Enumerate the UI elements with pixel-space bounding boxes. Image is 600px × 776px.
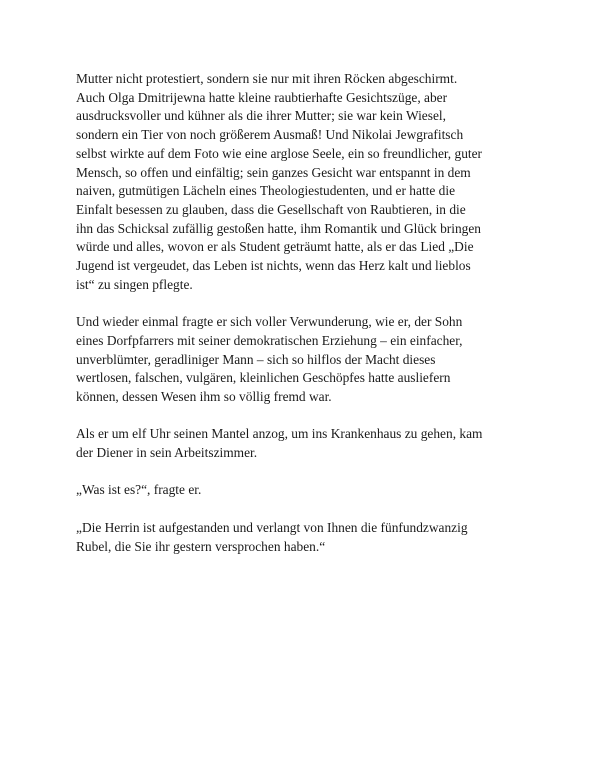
text-line: ihn das Schicksal zufällig gestoßen hatte, ihm Romantik und Glück bringen [76, 220, 481, 236]
paragraph-2 [76, 313, 536, 407]
paragraph-5 [76, 519, 536, 556]
text-line: Mensch, so offen und einfältig; sein ganzes Gesicht war entspannt in dem [76, 164, 471, 180]
text-line: wertlosen, falschen, vulgären, kleinlichen Geschöpfes hatte ausliefern [76, 370, 451, 386]
text-line: würde und alles, wovon er als Student geträumt hatte, als er das Lied „Die [76, 239, 474, 255]
text-line: können, dessen Wesen ihm so völlig fremd war. [76, 388, 332, 404]
text-line: Einfalt besessen zu glauben, dass die Gesellschaft von Raubtieren, in die [76, 201, 466, 217]
paragraph-1 [76, 70, 536, 294]
text-line: Mutter nicht protestiert, sondern sie nur mit ihren Röcken abgeschirmt. [76, 71, 458, 86]
text-line: unverblümter, geradliniger Mann – sich so hilflos der Macht dieses [76, 351, 436, 367]
paragraph-3 [76, 425, 536, 462]
paragraph-4 [76, 481, 536, 500]
text-line: „Die Herrin ist aufgestanden und verlangt von Ihnen die fünfundzwanzig [76, 519, 468, 535]
text-line: „Was ist es?“, fragte er. [76, 482, 202, 498]
text-line: Auch Olga Dmitrijewna hatte kleine raubtierhafte Gesichtszüge, aber [76, 89, 448, 105]
body-text [76, 70, 536, 575]
text-line: eines Dorfpfarrers mit seiner demokratischen Erziehung – ein einfacher, [76, 332, 463, 348]
text-line: Jugend ist vergeudet, das Leben ist nichts, wenn das Herz kalt und lieblos [76, 258, 471, 274]
text-line: Rubel, die Sie ihr gestern versprochen haben.“ [76, 538, 326, 554]
text-line: Und wieder einmal fragte er sich voller Verwunderung, wie er, der Sohn [76, 314, 463, 330]
text-line: naiven, gutmütigen Lächeln eines Theologiestudenten, und er hatte die [76, 183, 456, 199]
text-line: der Diener in sein Arbeitszimmer. [76, 445, 258, 461]
text-line: sondern ein Tier von noch größerem Ausmaß! Und Nikolai Jewgrafitsch [76, 127, 464, 143]
text-line: ist“ zu singen pflegte. [76, 276, 193, 292]
text-line: selbst wirkte auf dem Foto wie eine arglose Seele, ein so freundlicher, guter [76, 145, 483, 161]
text-line: ausdrucksvoller und kühner als die ihrer Mutter; sie war kein Wiesel, [76, 108, 446, 124]
text-line: Als er um elf Uhr seinen Mantel anzog, um ins Krankenhaus zu gehen, kam [76, 426, 483, 442]
